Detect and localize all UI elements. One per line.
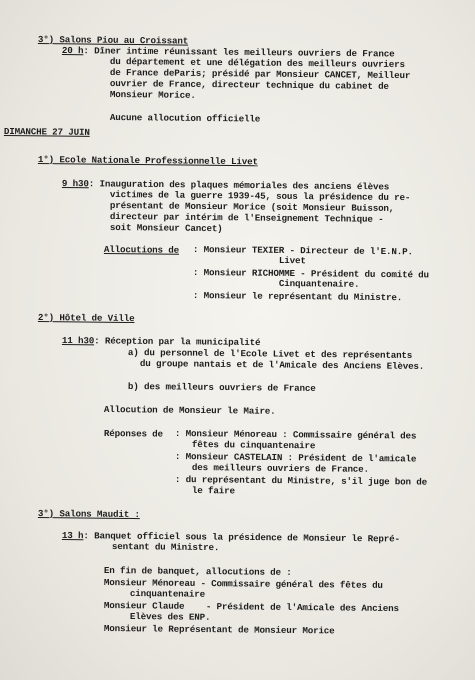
item-1-alloc-label: Allocutions de	[103, 244, 180, 256]
item-2-line-1	[62, 335, 261, 348]
item-1-alloc-2b: Cinquantenaire.	[278, 278, 360, 290]
item-2-time: 11 h30	[61, 335, 95, 347]
section-3-line-3: de France deParis; présidé par Monsieur CANCET, Meilleur	[109, 67, 411, 82]
section-3-note: Aucune allocution officielle	[109, 112, 261, 125]
section-3-text-1: : Dîner intime réunissant les meilleurs ouvriers de France	[83, 45, 395, 60]
day-header: DIMANCHE 27 JUIN	[3, 126, 90, 138]
item-3-line-2: sentant du Ministre.	[111, 541, 220, 554]
item-1-alloc-3: : Monsieur le représentant du Ministre.	[192, 290, 403, 304]
item-3-line-6: Monsieur Claude - Président de l'Amicale des Anciens	[103, 600, 399, 615]
item-2-resp-label: Réponses de	[103, 428, 163, 440]
section-3-title: 3°) Salons Piou au Croissant	[37, 34, 189, 47]
item-1-text-1: : Inauguration des plaques mémoriales des anciens élèves	[88, 178, 390, 193]
item-2-resp-2b: des meilleurs ouvriers de France.	[191, 462, 369, 475]
item-2-resp-2a: : Monsieur CASTELAIN : Président de l'amicale	[174, 451, 417, 465]
item-2-resp-3a: : du représentant du Ministre, s'il juge bon de	[174, 474, 428, 488]
section-3-line-2: du département et une délégation des meilleurs ouvriers	[109, 56, 405, 71]
item-3-line-7: Elèves des ENP.	[129, 611, 211, 623]
item-3-line-4: Monsieur Ménoreau - Commissaire général des fêtes du	[103, 577, 383, 591]
item-1-alloc-1b: Livet	[278, 255, 306, 267]
item-3-line-5: cinquantenaire	[129, 588, 206, 600]
item-2-alloc: Allocution de Monsieur le Maire.	[103, 404, 276, 417]
item-2-line-a: a) du personnel de l'Ecole Livet et des représentants	[127, 347, 413, 361]
item-2-title: 2°) Hôtel de Ville	[37, 312, 135, 325]
item-1-title: 1°) Ecole Nationale Professionnelle Livet	[37, 154, 258, 168]
item-1-line-3: présentant de Monsieur Morice (soit Monsieur Buisson,	[109, 200, 395, 214]
item-2-resp-1b: fêtes du cinquantenaire	[191, 439, 316, 452]
item-3-title: 3°) Salons Maudit :	[37, 508, 140, 521]
item-2-line-a2: du groupe nantais et de l'Amicale des Anciens Elèves.	[139, 358, 425, 372]
section-3-line-5: Monsieur Morice.	[109, 89, 196, 101]
item-1-alloc-2a: : Monsieur RICHOMME - Président du comité du	[192, 267, 429, 281]
item-1-line-4: directeur par intérim de l'Enseignement Technique -	[109, 211, 384, 225]
item-2-resp-1a: : Monsieur Ménoreau : Commissaire général des	[174, 428, 417, 442]
item-2-text-1: : Réception par la municipalité	[94, 335, 261, 349]
item-3-text-1: : Banquet officiel sous la présidence de Monsieur le Repré-	[83, 530, 400, 545]
item-3-line-8: Monsieur le Représentant de Monsieur Morice	[103, 623, 335, 637]
item-1-line-2: victimes de la guerre 1939-45, sous la présidence du re-	[109, 189, 411, 204]
item-1-alloc-1a: : Monsieur TEXIER - Directeur de l'E.N.P.	[192, 244, 413, 258]
item-2-line-b: b) des meilleurs ouvriers de France	[127, 381, 316, 394]
item-1-time: 9 h30	[61, 178, 89, 190]
item-1-line-5: soit Monsieur Cancet)	[109, 222, 223, 235]
item-3-time: 13 h	[61, 530, 84, 542]
section-3-time: 20 h	[61, 45, 84, 57]
item-2-resp-3b: le faire	[191, 485, 235, 497]
item-3-line-3: En fin de banquet, allocutions de :	[103, 565, 292, 578]
section-3-line-4: ouvrier de France, directeur technique du cabinet de	[109, 78, 389, 92]
